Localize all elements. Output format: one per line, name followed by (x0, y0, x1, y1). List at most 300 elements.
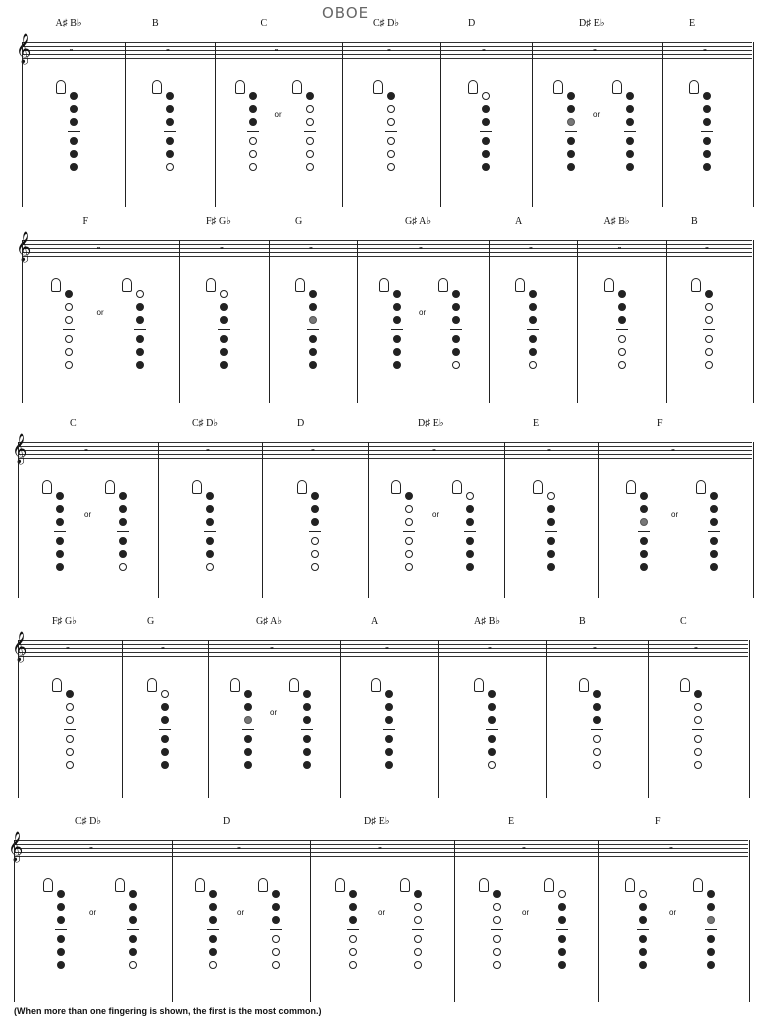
tone-hole (558, 961, 566, 969)
tone-hole (482, 150, 490, 158)
tone-hole (161, 748, 169, 756)
tone-hole (309, 361, 317, 369)
tone-hole (488, 690, 496, 698)
octave-key (195, 878, 205, 892)
note-name-label: C (70, 418, 77, 429)
tone-hole (705, 361, 713, 369)
octave-key (147, 678, 157, 692)
tone-hole (694, 761, 702, 769)
staff-note: 𝅝 (488, 641, 492, 652)
fingering-cell (598, 442, 754, 598)
hand-separator (616, 329, 628, 330)
hand-separator (527, 329, 539, 330)
tone-hole (166, 118, 174, 126)
tone-hole (593, 761, 601, 769)
tone-hole (626, 163, 634, 171)
tone-hole (626, 137, 634, 145)
tone-hole (303, 703, 311, 711)
tone-hole (547, 537, 555, 545)
tone-hole (206, 492, 214, 500)
tone-hole (387, 150, 395, 158)
tone-hole (707, 948, 715, 956)
tone-hole (311, 505, 319, 513)
tone-hole (547, 550, 555, 558)
tone-hole (303, 716, 311, 724)
tone-hole (529, 316, 537, 324)
hand-separator (242, 729, 254, 730)
tone-hole (529, 290, 537, 298)
tone-hole (452, 348, 460, 356)
tone-hole (272, 916, 280, 924)
octave-key (474, 678, 484, 692)
hand-separator (204, 531, 216, 532)
hand-separator (638, 531, 650, 532)
tone-hole (136, 348, 144, 356)
note-name-label: G♯ A♭ (256, 616, 283, 627)
or-label: or (84, 510, 92, 519)
tone-hole (244, 690, 252, 698)
octave-key (604, 278, 614, 292)
tone-hole (593, 748, 601, 756)
note-name-label: D♯ E♭ (418, 418, 444, 429)
tone-hole (547, 505, 555, 513)
tone-hole (558, 890, 566, 898)
tone-hole (119, 550, 127, 558)
tone-hole (206, 518, 214, 526)
tone-hole (303, 735, 311, 743)
tone-hole (311, 563, 319, 571)
tone-hole (626, 118, 634, 126)
tone-hole (66, 690, 74, 698)
hand-separator (63, 329, 75, 330)
note-name-label: F (655, 816, 661, 827)
tone-hole (452, 316, 460, 324)
or-label: or (378, 908, 386, 917)
tone-hole (161, 761, 169, 769)
fingering-cell (310, 840, 455, 1002)
tone-hole (393, 361, 401, 369)
tone-hole (593, 703, 601, 711)
tone-hole (166, 105, 174, 113)
octave-key (479, 878, 489, 892)
tone-hole (567, 92, 575, 100)
or-label: or (89, 908, 97, 917)
octave-key (230, 678, 240, 692)
hand-separator (703, 329, 715, 330)
tone-hole (694, 748, 702, 756)
hand-separator (391, 329, 403, 330)
octave-key (258, 878, 268, 892)
tone-hole (311, 550, 319, 558)
note-name-label: G (147, 616, 155, 627)
tone-hole (705, 303, 713, 311)
tone-hole (220, 303, 228, 311)
tone-hole (166, 150, 174, 158)
tone-hole (70, 137, 78, 145)
tone-hole (70, 92, 78, 100)
tone-hole (385, 690, 393, 698)
staff-note: 𝅝 (84, 443, 88, 454)
tone-hole (466, 537, 474, 545)
staff-note: 𝅝 (378, 841, 382, 852)
hand-separator (450, 329, 462, 330)
tone-hole (309, 303, 317, 311)
tone-hole (529, 335, 537, 343)
tone-hole (136, 316, 144, 324)
note-name-label: D (223, 816, 231, 827)
note-name-label: E (508, 816, 515, 827)
tone-hole (161, 690, 169, 698)
fingering-cell (14, 840, 173, 1002)
hand-separator (307, 329, 319, 330)
tone-hole (703, 163, 711, 171)
tone-hole (482, 92, 490, 100)
octave-key (689, 80, 699, 94)
tone-hole (593, 690, 601, 698)
tone-hole (70, 163, 78, 171)
tone-hole (626, 92, 634, 100)
or-label: or (593, 110, 601, 119)
note-name-label: G♯ A♭ (405, 216, 432, 227)
tone-hole (705, 348, 713, 356)
tone-hole (558, 935, 566, 943)
note-name-label: C♯ D♭ (75, 816, 102, 827)
tone-hole (694, 703, 702, 711)
tone-hole (694, 690, 702, 698)
tone-hole (387, 105, 395, 113)
tone-hole (466, 492, 474, 500)
hand-separator (708, 531, 720, 532)
or-label: or (96, 308, 104, 317)
tone-hole (66, 748, 74, 756)
tone-hole (70, 150, 78, 158)
octave-key (553, 80, 563, 94)
hand-separator (565, 131, 577, 132)
tone-hole (593, 716, 601, 724)
tone-hole (414, 935, 422, 943)
hand-separator (247, 131, 259, 132)
tone-hole (405, 550, 413, 558)
tone-hole (66, 703, 74, 711)
tone-hole (405, 518, 413, 526)
fingering-cell (172, 840, 311, 1002)
tone-hole (136, 290, 144, 298)
octave-key (297, 480, 307, 494)
octave-key (335, 878, 345, 892)
tone-hole (707, 916, 715, 924)
tone-hole (405, 563, 413, 571)
hand-separator (55, 929, 67, 930)
note-name-label: C (260, 18, 268, 29)
or-label: or (522, 908, 530, 917)
hand-separator (491, 929, 503, 930)
tone-hole (710, 492, 718, 500)
tone-hole (161, 735, 169, 743)
or-label: or (669, 908, 677, 917)
tone-hole (244, 748, 252, 756)
staff-note: 𝅝 (529, 241, 533, 252)
tone-hole (405, 537, 413, 545)
staff-note: 𝅝 (617, 241, 622, 252)
tone-hole (707, 935, 715, 943)
or-label: or (274, 110, 282, 119)
note-name-label: C (680, 616, 687, 627)
tone-hole (129, 903, 137, 911)
tone-hole (567, 105, 575, 113)
chart-row (0, 212, 768, 405)
staff-note: 𝅝 (593, 641, 597, 652)
hand-separator (412, 929, 424, 930)
tone-hole (707, 961, 715, 969)
staff-note: 𝅝 (161, 641, 165, 652)
tone-hole (309, 348, 317, 356)
octave-key (696, 480, 706, 494)
tone-hole (206, 550, 214, 558)
tone-hole (703, 137, 711, 145)
tone-hole (710, 505, 718, 513)
fingering-cell (532, 42, 663, 207)
tone-hole (393, 335, 401, 343)
tone-hole (482, 137, 490, 145)
octave-key (452, 480, 462, 494)
note-name-label: F♯ G♭ (206, 216, 231, 227)
tone-hole (618, 361, 626, 369)
tone-hole (70, 105, 78, 113)
tone-hole (129, 961, 137, 969)
footnote: (When more than one fingering is shown, the first is the most common.) (14, 1006, 322, 1016)
tone-hole (56, 563, 64, 571)
tone-hole (703, 105, 711, 113)
tone-hole (244, 735, 252, 743)
tone-hole (710, 537, 718, 545)
tone-hole (567, 150, 575, 158)
staff-note: 𝅝 (274, 43, 279, 54)
octave-key (468, 80, 478, 94)
tone-hole (710, 550, 718, 558)
octave-key (438, 278, 448, 292)
tone-hole (385, 735, 393, 743)
tone-hole (618, 348, 626, 356)
hand-separator (207, 929, 219, 930)
chart-row (0, 414, 768, 600)
tone-hole (618, 335, 626, 343)
tone-hole (466, 505, 474, 513)
staff-note: 𝅝 (705, 241, 709, 252)
or-label: or (671, 510, 679, 519)
or-label: or (432, 510, 440, 519)
chart-title: OBOE (322, 4, 370, 22)
hand-separator (385, 131, 397, 132)
octave-key (192, 480, 202, 494)
staff-note: 𝅝 (311, 443, 315, 454)
tone-hole (705, 335, 713, 343)
tone-hole (547, 563, 555, 571)
tone-hole (710, 518, 718, 526)
octave-key (612, 80, 622, 94)
tone-hole (311, 492, 319, 500)
octave-key (42, 480, 52, 494)
fingering-cell (598, 840, 750, 1002)
tone-hole (161, 716, 169, 724)
tone-hole (626, 105, 634, 113)
note-name-label: E (533, 418, 540, 429)
treble-clef: 𝄞 (12, 434, 28, 463)
tone-hole (703, 150, 711, 158)
tone-hole (558, 948, 566, 956)
tone-hole (639, 890, 647, 898)
tone-hole (488, 703, 496, 711)
tone-hole (466, 550, 474, 558)
tone-hole (567, 118, 575, 126)
staff-note: 𝅝 (669, 841, 673, 852)
tone-hole (593, 735, 601, 743)
tone-hole (311, 518, 319, 526)
staff-note: 𝅝 (206, 443, 210, 454)
tone-hole (66, 735, 74, 743)
chart-row (0, 612, 768, 800)
hand-separator (705, 929, 717, 930)
staff-note: 𝅝 (69, 43, 74, 54)
hand-separator (164, 131, 176, 132)
tone-hole (166, 92, 174, 100)
tone-hole (639, 916, 647, 924)
or-label: or (270, 708, 278, 717)
tone-hole (547, 492, 555, 500)
tone-hole (303, 748, 311, 756)
tone-hole (639, 903, 647, 911)
tone-hole (639, 935, 647, 943)
note-name-label: A (515, 216, 523, 227)
tone-hole (272, 903, 280, 911)
octave-key (371, 678, 381, 692)
tone-hole (119, 505, 127, 513)
staff-note: 𝅝 (96, 241, 101, 252)
tone-hole (303, 761, 311, 769)
tone-hole (694, 716, 702, 724)
octave-key (115, 878, 125, 892)
tone-hole (136, 303, 144, 311)
treble-clef: 𝄞 (12, 632, 28, 661)
tone-hole (529, 361, 537, 369)
octave-key (400, 878, 410, 892)
tone-hole (618, 316, 626, 324)
octave-key (56, 80, 66, 94)
staff-note: 𝅝 (166, 43, 170, 54)
tone-hole (618, 303, 626, 311)
note-name-label: F♯ G♭ (52, 616, 77, 627)
fingering-cell (454, 840, 599, 1002)
hand-separator (383, 729, 395, 730)
note-name-label: D♯ E♭ (579, 18, 605, 29)
tone-hole (206, 563, 214, 571)
staff-note: 𝅝 (694, 641, 698, 652)
octave-key (379, 278, 389, 292)
hand-separator (347, 929, 359, 930)
hand-separator (624, 131, 636, 132)
tone-hole (119, 518, 127, 526)
staff-note: 𝅝 (671, 443, 675, 454)
octave-key (152, 80, 162, 94)
octave-key (544, 878, 554, 892)
tone-hole (119, 563, 127, 571)
tone-hole (393, 290, 401, 298)
tone-hole (303, 690, 311, 698)
tone-hole (220, 316, 228, 324)
hand-separator (68, 131, 80, 132)
tone-hole (414, 961, 422, 969)
note-name-label: D (468, 18, 476, 29)
treble-clef: 𝄞 (16, 34, 32, 63)
octave-key (295, 278, 305, 292)
tone-hole (309, 335, 317, 343)
tone-hole (385, 716, 393, 724)
tone-hole (639, 948, 647, 956)
tone-hole (136, 335, 144, 343)
hand-separator (54, 531, 66, 532)
tone-hole (452, 335, 460, 343)
tone-hole (482, 163, 490, 171)
note-name-label: F (657, 418, 663, 429)
tone-hole (529, 303, 537, 311)
tone-hole (56, 518, 64, 526)
chart-row (0, 14, 768, 209)
hand-separator (486, 729, 498, 730)
tone-hole (385, 703, 393, 711)
note-name-label: B (579, 616, 586, 627)
tone-hole (482, 105, 490, 113)
octave-key (52, 678, 62, 692)
tone-hole (56, 505, 64, 513)
octave-key (43, 878, 53, 892)
octave-key (292, 80, 302, 94)
tone-hole (244, 716, 252, 724)
tone-hole (129, 916, 137, 924)
chart-row (0, 812, 768, 1004)
staff-note: 𝅝 (309, 241, 313, 252)
tone-hole (161, 703, 169, 711)
hand-separator (134, 329, 146, 330)
tone-hole (387, 137, 395, 145)
tone-hole (272, 890, 280, 898)
tone-hole (220, 290, 228, 298)
octave-key (626, 480, 636, 494)
staff-note: 𝅝 (385, 641, 389, 652)
hand-separator (218, 329, 230, 330)
tone-hole (244, 761, 252, 769)
hand-separator (127, 929, 139, 930)
note-name-label: B (152, 18, 159, 29)
staff-note: 𝅝 (89, 841, 93, 852)
octave-key (373, 80, 383, 94)
tone-hole (547, 518, 555, 526)
tone-hole (311, 537, 319, 545)
tone-hole (452, 303, 460, 311)
tone-hole (452, 361, 460, 369)
tone-hole (707, 890, 715, 898)
tone-hole (56, 550, 64, 558)
tone-hole (387, 163, 395, 171)
tone-hole (206, 505, 214, 513)
hand-separator (117, 531, 129, 532)
octave-key (625, 878, 635, 892)
tone-hole (385, 748, 393, 756)
hand-separator (301, 729, 313, 730)
treble-clef: 𝄞 (8, 832, 24, 861)
staff-note: 𝅝 (270, 641, 274, 652)
octave-key (693, 878, 703, 892)
hand-separator (637, 929, 649, 930)
tone-hole (414, 948, 422, 956)
